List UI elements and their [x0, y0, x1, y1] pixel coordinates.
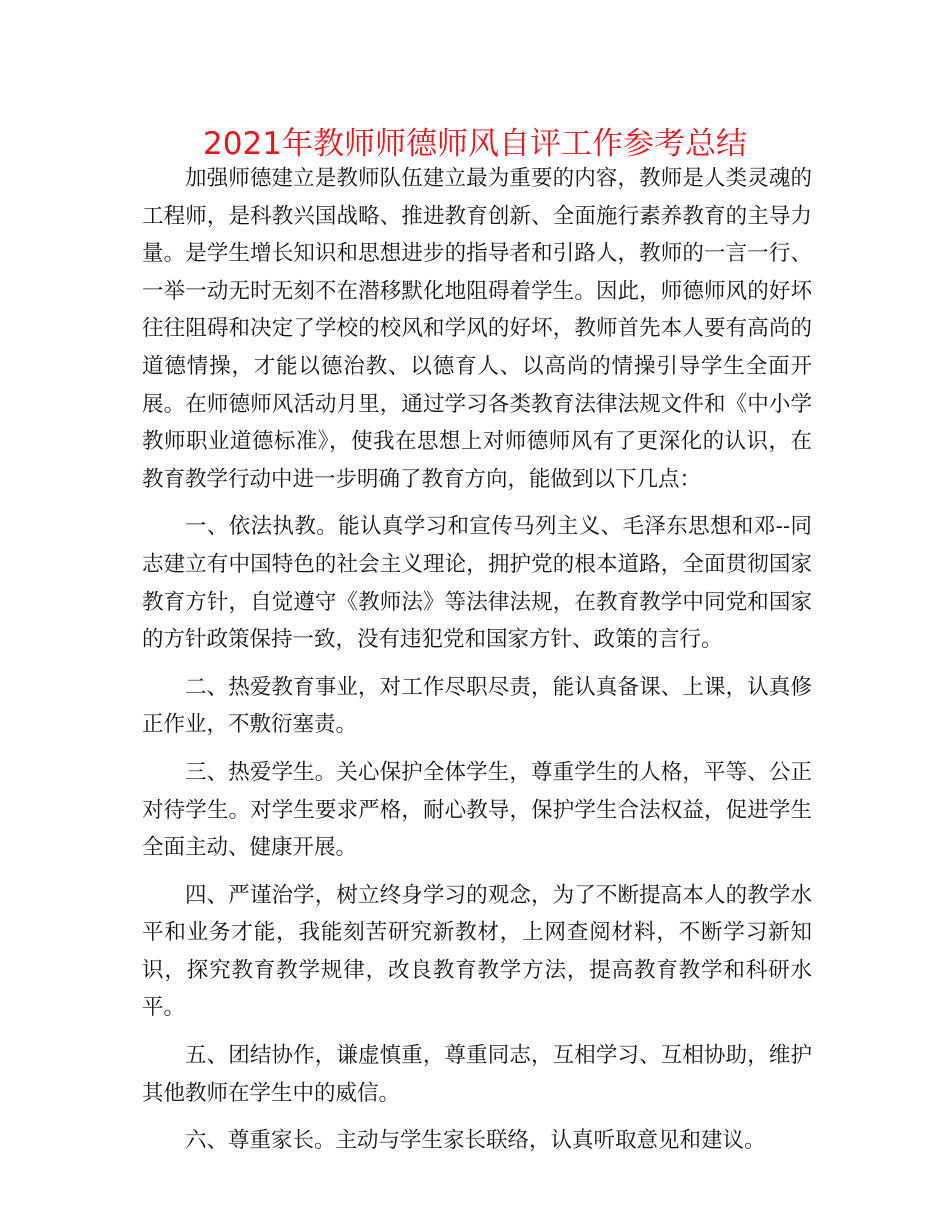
paragraph-point-4: 四、严谨治学，树立终身学习的观念，为了不断提高本人的教学水平和业务才能，我能刻苦研究新教材，上网查阅材料，不断学习新知识，探究教育教学规律，改良教育教学方法，提高教育教学和科研水平。: [142, 882, 812, 1021]
paragraph-point-5: 五、团结协作，谦虚慎重，尊重同志，互相学习、互相协助，维护其他教师在学生中的威信。: [142, 1043, 812, 1106]
document-title: 2021年教师师德师风自评工作参考总结: [203, 126, 747, 162]
paragraph-point-3: 三、热爱学生。关心保护全体学生，尊重学生的人格，平等、公正对待学生。对学生要求严格，耐心教导，保护学生合法权益，促进学生全面主动、健康开展。: [142, 759, 812, 861]
paragraph-point-1: 一、依法执教。能认真学习和宣传马列主义、毛泽东思想和邓--同志建立有中国特色的社会主义理论，拥护党的根本道路，全面贯彻国家教育方针，自觉遵守《教师法》等法律法规，在教育教学中同党和国家的方针政策保持一致，没有违犯党和国家方针、政策的言行。: [142, 514, 812, 653]
paragraph-point-6: 六、尊重家长。主动与学生家长联络，认真听取意见和建议。: [185, 1128, 766, 1154]
document-body: [142, 160, 812, 1170]
paragraph-point-2: 二、热爱教育事业，对工作尽职尽责，能认真备课、上课，认真修正作业，不敷衍塞责。: [142, 674, 812, 738]
paragraph-intro: 加强师德建立是教师队伍建立最为重要的内容，教师是人类灵魂的工程师，是科教兴国战略、推进教育创新、全面施行素养教育的主导力量。是学生增长知识和思想进步的指导者和引路人，教师的一言一行、一举一动无时无刻不在潜移默化地阻碍着学生。因此，师德师风的好坏往往阻碍和决定了学校的校风和学风的好坏，教师首先本人要有高尚的道德情操，才能以德治教、以德育人、以高尚的情操引导学生全面开展。在师德师风活动月里，通过学习各类教育法律法规文件和《中小学教师职业道德标准》，使我在思想上对师德师风有了更深化的认识，在教育教学行动中进一步明确了教育方向，能做到以下几点：: [142, 166, 812, 492]
